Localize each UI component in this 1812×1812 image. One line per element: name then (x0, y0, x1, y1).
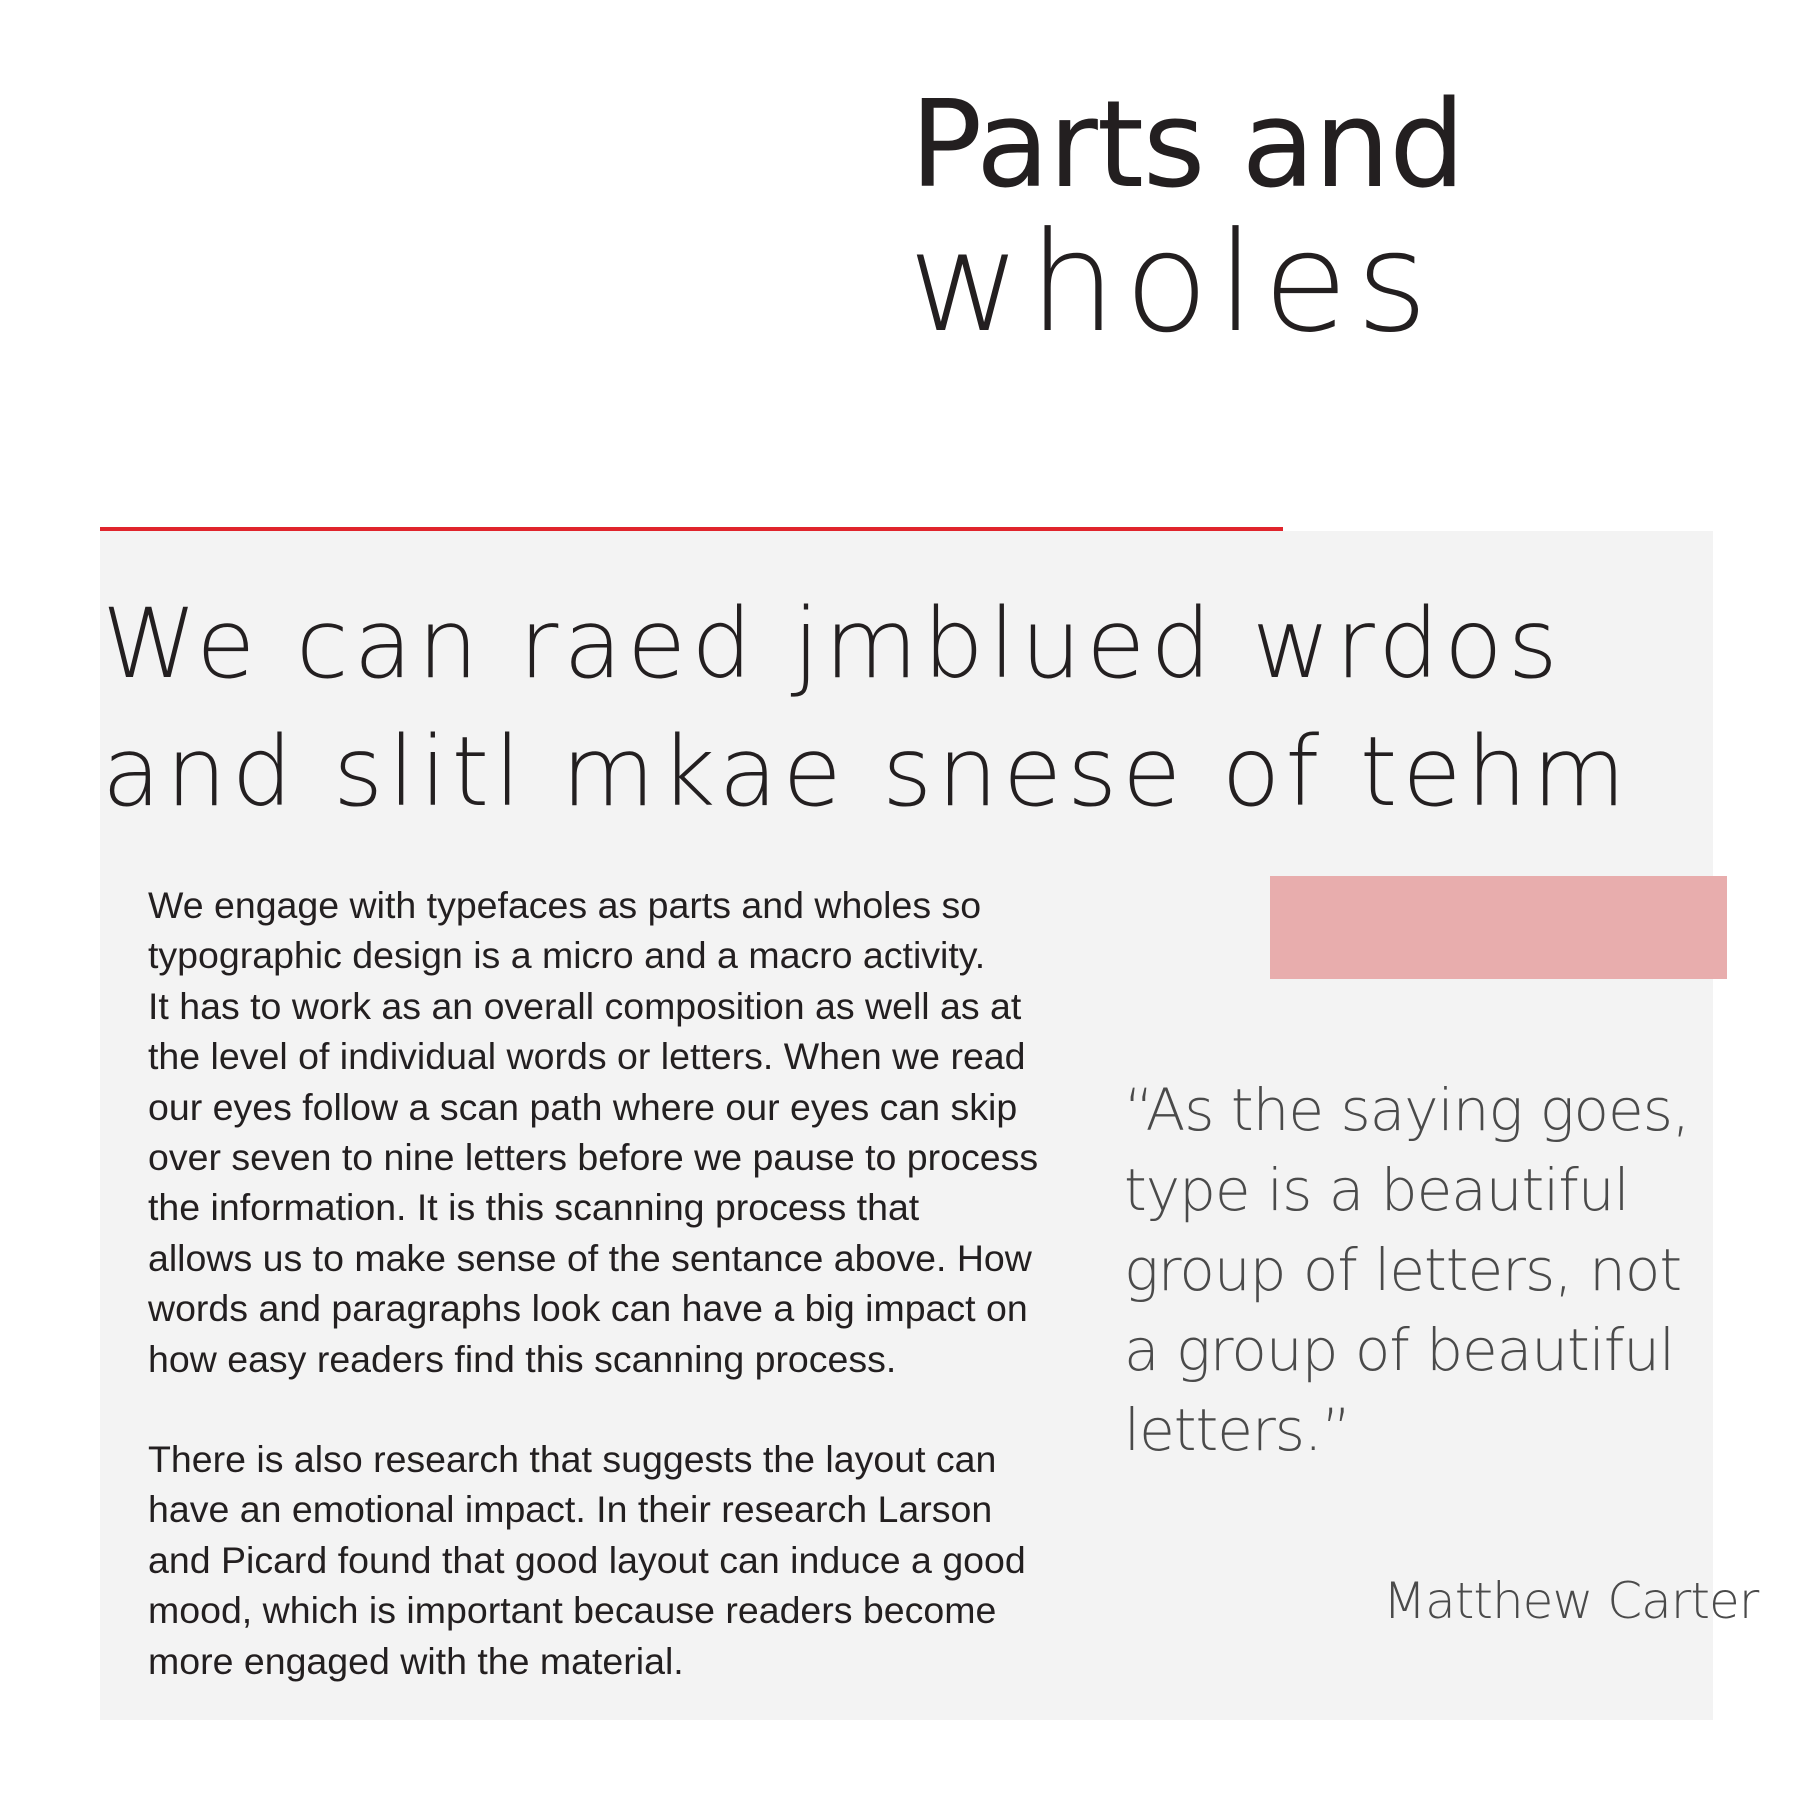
body-line: allows us to make sense of the sentance above. How (148, 1236, 1032, 1279)
quote-line: type is a beautiful (1124, 1156, 1629, 1224)
jumbled-headline (102, 580, 1702, 836)
body-paragraph-2 (148, 1434, 1088, 1686)
pink-accent-block (1270, 876, 1727, 979)
body-line: words and paragraphs look can have a big impact on (148, 1287, 1028, 1330)
pull-quote (1124, 1070, 1690, 1470)
body-line: have an emotional impact. In their research Larson (148, 1488, 993, 1531)
page-title-line-1: Parts and (910, 76, 1465, 215)
headline-line: and slitl mkae snese of tehm (102, 716, 1631, 828)
quote-line: “As the saying goes, (1124, 1076, 1690, 1144)
body-line: typographic design is a micro and a macro activity. (148, 934, 986, 977)
headline-line: We can raed jmblued wrdos (102, 588, 1563, 700)
body-line: We engage with typefaces as parts and wholes so (148, 884, 982, 926)
body-line: over seven to nine letters before we pause to process (148, 1136, 1039, 1179)
quote-attribution: Matthew Carter (1383, 1572, 1759, 1630)
quote-line: a group of beautiful (1124, 1316, 1675, 1384)
page-title-line-2: wholes (908, 202, 1436, 363)
body-line: our eyes follow a scan path where our eyes can skip (148, 1085, 1018, 1128)
body-line: and Picard found that good layout can induce a good (148, 1538, 1026, 1581)
body-line: It has to work as an overall composition as well as at (148, 984, 1022, 1027)
body-line: more engaged with the material. (148, 1639, 684, 1682)
quote-line: group of letters, not (1124, 1236, 1682, 1304)
body-line: how easy readers find this scanning process. (148, 1337, 897, 1380)
body-line: the level of individual words or letters. When we read (148, 1035, 1026, 1078)
body-text (148, 880, 1088, 1686)
body-line: There is also research that suggests the layout can (148, 1438, 997, 1481)
body-paragraph-1 (148, 880, 1088, 1384)
body-line: the information. It is this scanning process that (148, 1186, 920, 1229)
quote-line: letters.” (1124, 1396, 1351, 1464)
body-line: mood, which is important because readers become (148, 1589, 997, 1632)
